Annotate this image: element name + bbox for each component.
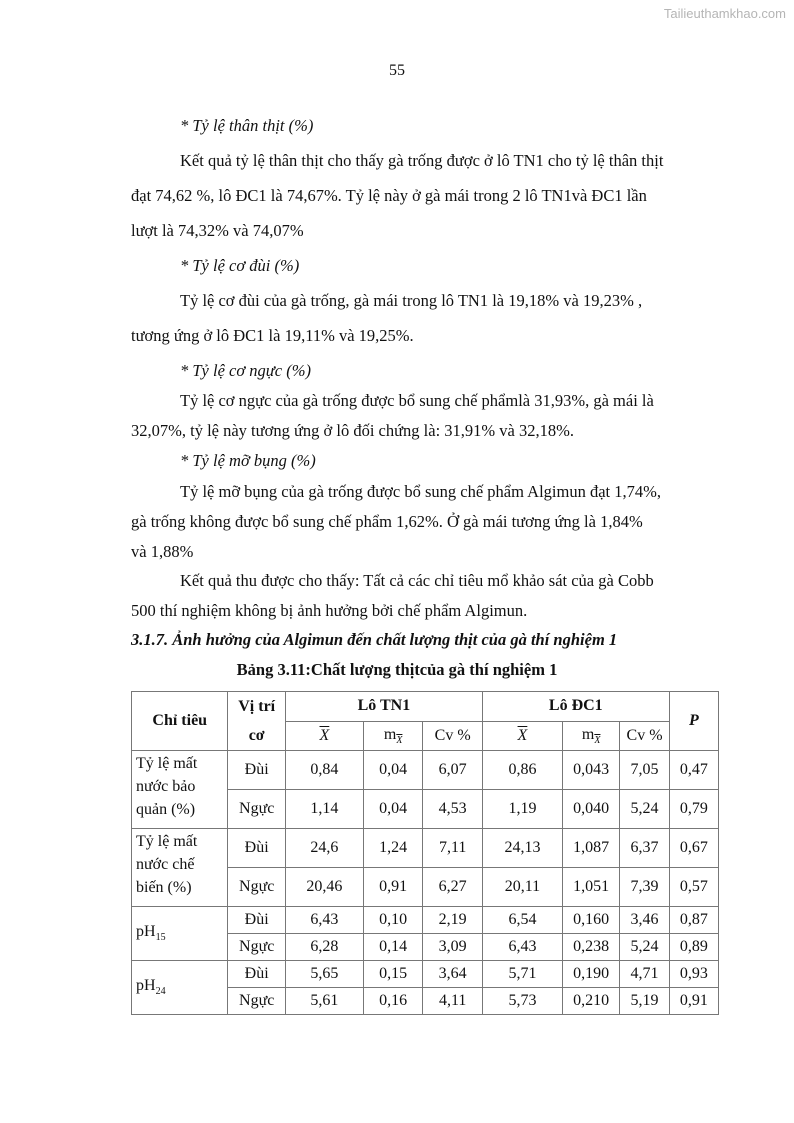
cell-dc1-cv: 5,19 — [620, 988, 669, 1015]
cell-tn1-se: 0,04 — [363, 751, 423, 790]
cell-position: Đùi — [228, 751, 285, 790]
ph-subscript: 24 — [155, 985, 166, 997]
header-position — [228, 692, 285, 751]
table-row — [132, 829, 719, 868]
cell-dc1-mean: 6,43 — [482, 934, 562, 961]
table-row — [132, 751, 719, 790]
ph-subscript: 15 — [155, 931, 166, 943]
cell-tn1-cv: 6,07 — [423, 751, 483, 790]
cell-position: Đùi — [228, 907, 285, 934]
cell-dc1-se: 0,210 — [562, 988, 619, 1015]
cell-tn1-mean: 1,14 — [285, 790, 363, 829]
header-position-line2: cơ — [248, 727, 265, 744]
se-symbol: m — [383, 725, 397, 743]
paragraph-line: 500 thí nghiệm không bị ảnh hưởng bởi chế phẩm Algimun. — [131, 601, 528, 620]
paragraph-line: đạt 74,62 %, lô ĐC1 là 74,67%. Tỷ lệ này ở gà mái trong 2 lô TN1và ĐC1 lần — [131, 186, 647, 205]
row-label-line: nước bảo — [136, 778, 196, 795]
cell-dc1-se: 0,043 — [562, 751, 619, 790]
cell-p-value: 0,57 — [669, 868, 718, 907]
row-label-storage-loss — [132, 751, 228, 829]
cell-dc1-cv: 5,24 — [620, 790, 669, 829]
row-label-cooking-loss — [132, 829, 228, 907]
cell-dc1-se: 0,040 — [562, 790, 619, 829]
row-label-line: nước chế — [136, 856, 195, 873]
cell-p-value: 0,79 — [669, 790, 718, 829]
cell-position: Ngực — [228, 868, 285, 907]
table-row — [132, 961, 719, 988]
cell-tn1-cv: 3,64 — [423, 961, 483, 988]
paragraph-line: tương ứng ở lô ĐC1 là 19,11% và 19,25%. — [131, 326, 414, 345]
cell-position: Ngực — [228, 934, 285, 961]
cell-dc1-mean: 24,13 — [482, 829, 562, 868]
section-heading: 3.1.7. Ảnh hưởng của Algimun đến chất lượng thịt của gà thí nghiệm 1 — [131, 630, 618, 649]
cell-tn1-mean: 6,43 — [285, 907, 363, 934]
cell-tn1-mean: 0,84 — [285, 751, 363, 790]
mean-symbol: $\overline{X}$ — [319, 726, 330, 744]
header-cv-tn1: Cv % — [423, 721, 483, 751]
header-se-dc1 — [562, 721, 619, 751]
subheading-breast-rate: * Tỷ lệ cơ ngực (%) — [180, 361, 311, 380]
cell-p-value: 0,87 — [669, 907, 718, 934]
cell-dc1-mean: 20,11 — [482, 868, 562, 907]
cell-tn1-cv: 2,19 — [423, 907, 483, 934]
cell-dc1-se: 1,087 — [562, 829, 619, 868]
cell-tn1-mean: 24,6 — [285, 829, 363, 868]
header-group-dc1: Lô ĐC1 — [482, 692, 669, 722]
se-subscript: X — [594, 734, 601, 746]
header-cv-dc1: Cv % — [620, 721, 669, 751]
ph-base: pH — [136, 922, 156, 940]
paragraph-line: gà trống không được bổ sung chế phẩm 1,62%. Ở gà mái tương ứng là 1,84% — [131, 512, 643, 531]
cell-dc1-cv: 7,05 — [620, 751, 669, 790]
page-number: 55 — [389, 62, 405, 79]
cell-dc1-cv: 5,24 — [620, 934, 669, 961]
header-se-tn1 — [363, 721, 423, 751]
row-label-line: quản (%) — [136, 801, 196, 818]
cell-position: Ngực — [228, 790, 285, 829]
cell-tn1-se: 0,91 — [363, 868, 423, 907]
subheading-carcass-rate: * Tỷ lệ thân thịt (%) — [180, 116, 314, 135]
cell-tn1-se: 1,24 — [363, 829, 423, 868]
cell-dc1-mean: 0,86 — [482, 751, 562, 790]
subheading-abdominal-fat: * Tỷ lệ mỡ bụng (%) — [180, 451, 316, 470]
header-mean-tn1 — [285, 721, 363, 751]
cell-position: Đùi — [228, 829, 285, 868]
cell-tn1-cv: 3,09 — [423, 934, 483, 961]
row-label-line: biến (%) — [136, 879, 192, 896]
row-label-ph24 — [132, 961, 228, 1015]
cell-dc1-se: 0,238 — [562, 934, 619, 961]
cell-dc1-se: 0,160 — [562, 907, 619, 934]
cell-tn1-cv: 4,53 — [423, 790, 483, 829]
cell-dc1-cv: 7,39 — [620, 868, 669, 907]
paragraph-line: và 1,88% — [131, 542, 194, 561]
cell-dc1-se: 0,190 — [562, 961, 619, 988]
cell-p-value: 0,89 — [669, 934, 718, 961]
paragraph-line: lượt là 74,32% và 74,07% — [131, 221, 304, 240]
mean-symbol: $\overline{X}$ — [517, 726, 528, 744]
cell-position: Ngực — [228, 988, 285, 1015]
ph-base: pH — [136, 976, 156, 994]
cell-tn1-cv: 7,11 — [423, 829, 483, 868]
cell-tn1-se: 0,10 — [363, 907, 423, 934]
cell-dc1-cv: 3,46 — [620, 907, 669, 934]
header-indicator: Chỉ tiêu — [132, 692, 228, 751]
se-symbol: m — [581, 725, 595, 743]
cell-dc1-mean: 6,54 — [482, 907, 562, 934]
row-label-line: Tỷ lệ mất — [136, 755, 198, 772]
cell-dc1-se: 1,051 — [562, 868, 619, 907]
cell-p-value: 0,47 — [669, 751, 718, 790]
cell-tn1-se: 0,16 — [363, 988, 423, 1015]
watermark: Tailieuthamkhao.com — [663, 6, 786, 21]
cell-tn1-se: 0,04 — [363, 790, 423, 829]
cell-p-value: 0,93 — [669, 961, 718, 988]
header-position-line1: Vị trí — [238, 698, 276, 715]
cell-dc1-mean: 5,73 — [482, 988, 562, 1015]
cell-tn1-mean: 20,46 — [285, 868, 363, 907]
row-label-line: Tỷ lệ mất — [136, 833, 198, 850]
cell-dc1-mean: 1,19 — [482, 790, 562, 829]
paragraph-line: Tỷ lệ cơ ngực của gà trống được bổ sung chế phẩmlà 31,93%, gà mái là — [180, 391, 654, 410]
paragraph-line: Kết quả tỷ lệ thân thịt cho thấy gà trống được ở lô TN1 cho tỷ lệ thân thịt — [180, 151, 664, 170]
row-label-ph15 — [132, 907, 228, 961]
cell-tn1-cv: 6,27 — [423, 868, 483, 907]
paragraph-line: Tỷ lệ cơ đùi của gà trống, gà mái trong lô TN1 là 19,18% và 19,23% , — [180, 291, 643, 310]
cell-tn1-se: 0,14 — [363, 934, 423, 961]
cell-p-value: 0,67 — [669, 829, 718, 868]
header-group-tn1: Lô TN1 — [285, 692, 482, 722]
paragraph-line: Tỷ lệ mỡ bụng của gà trống được bổ sung chế phẩm Algimun đạt 1,74%, — [180, 482, 661, 501]
meat-quality-table — [131, 691, 719, 1015]
cell-dc1-cv: 6,37 — [620, 829, 669, 868]
cell-dc1-mean: 5,71 — [482, 961, 562, 988]
cell-dc1-cv: 4,71 — [620, 961, 669, 988]
cell-p-value: 0,91 — [669, 988, 718, 1015]
cell-tn1-mean: 6,28 — [285, 934, 363, 961]
subheading-thigh-rate: * Tỷ lệ cơ đùi (%) — [180, 256, 300, 275]
table-caption: Bảng 3.11:Chất lượng thịtcủa gà thí nghiệm 1 — [236, 660, 558, 679]
header-mean-dc1 — [482, 721, 562, 751]
cell-tn1-cv: 4,11 — [423, 988, 483, 1015]
se-subscript: X — [396, 734, 403, 746]
cell-tn1-mean: 5,65 — [285, 961, 363, 988]
cell-tn1-mean: 5,61 — [285, 988, 363, 1015]
header-p-value: P — [669, 692, 718, 751]
paragraph-line: 32,07%, tỷ lệ này tương ứng ở lô đối chứng là: 31,91% và 32,18%. — [131, 421, 574, 440]
cell-position: Đùi — [228, 961, 285, 988]
table-row — [132, 907, 719, 934]
paragraph-line: Kết quả thu được cho thấy: Tất cả các chỉ tiêu mổ khảo sát của gà Cobb — [180, 571, 654, 590]
cell-tn1-se: 0,15 — [363, 961, 423, 988]
